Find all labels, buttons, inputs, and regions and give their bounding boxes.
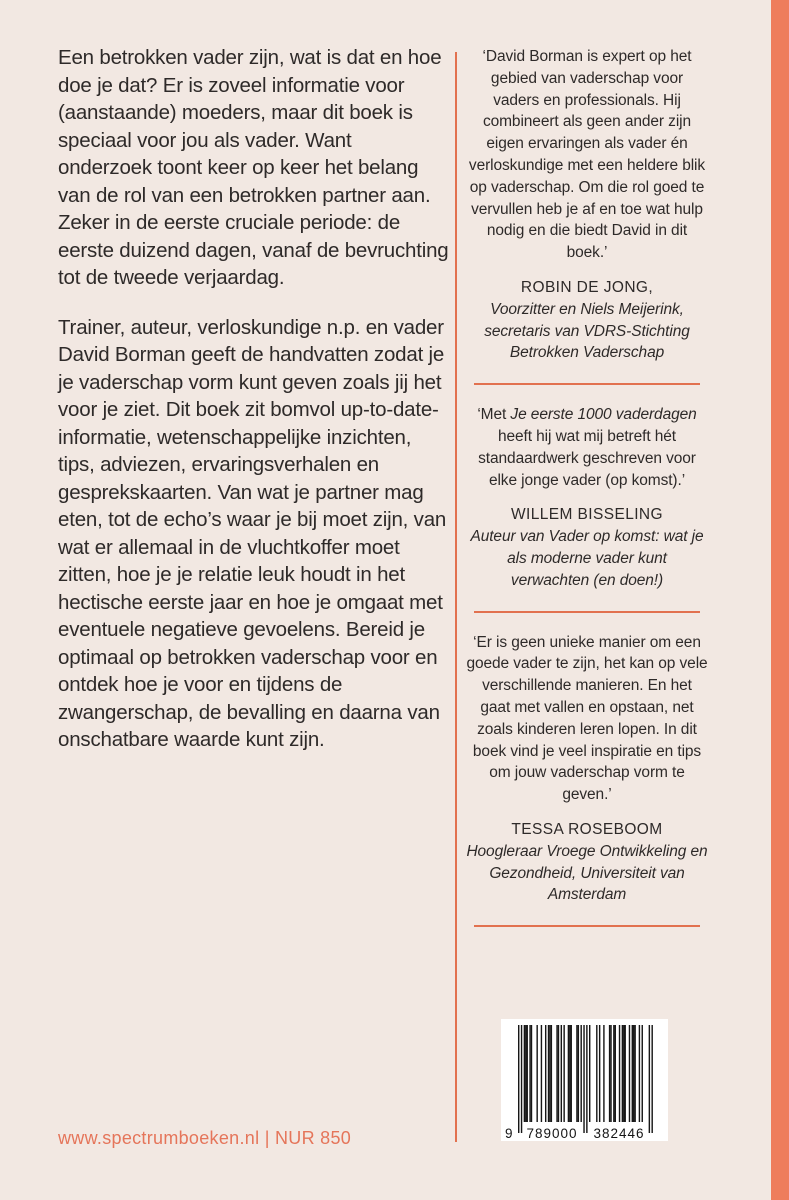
endorsement-attribution-role: Hoogleraar Vroege Ontwikkeling en Gezondheid, Universiteit van Amsterdam xyxy=(466,842,708,904)
svg-text:9: 9 xyxy=(505,1126,514,1141)
nur-code: NUR 850 xyxy=(274,1128,352,1148)
footer xyxy=(58,1128,351,1149)
endorsement-quote: ‘Met Je eerste 1000 vaderdagen heeft hij wat mij betreft hét standaardwerk geschreven voor elke jonge vader (op komst).’ xyxy=(477,406,697,489)
endorsement-attribution-role: Auteur van Vader op komst: wat je als moderne vader kunt verwachten (en doen!) xyxy=(470,528,704,589)
barcode-graphic xyxy=(501,1019,668,1141)
endorsement-attribution-name: TESSA ROSEBOOM xyxy=(511,820,663,838)
endorsement-attribution-name: WILLEM BISSELING xyxy=(511,506,663,524)
right-accent-bar xyxy=(771,0,789,1200)
blurb-column xyxy=(58,44,450,776)
blurb-paragraph-1: Een betrokken vader zijn, wat is dat en hoe doe je dat? Er is zoveel informatie voor (aanstaande) moeders, maar dit boek is speciaal voor jou als vader. Want onderzoek toont keer op keer het belang van de rol van een betrokken partner aan. Zeker in de eerste cruciale periode: de eerste duizend dagen, vanaf de bevruchting tot de tweede verjaardag. xyxy=(58,46,449,289)
section-divider-line xyxy=(474,611,700,613)
endorsement-attribution-role: Voorzitter en Niels Meijerink, secretaris van VDRS-Stichting Betrokken Vaderschap xyxy=(484,300,690,362)
endorsement-block xyxy=(466,404,708,612)
endorsements-column xyxy=(466,46,708,946)
endorsement-block xyxy=(466,46,708,385)
blurb-paragraph-2: Trainer, auteur, verloskundige n.p. en vader David Borman geeft de handvatten zodat je je vaderschap vorm kunt geven zoals jij het voor je ziet. Dit boek zit bomvol up-to-date-informatie, wetenschappelijke inzichten, tips, adviezen, ervaringsverhalen en gesprekskaarten. Van wat je partner mag eten, tot de echo’s waar je bij moet zijn, van wat er allemaal in de vluchtkoffer moet zitten, hoe je je relatie leuk houdt in het hectische eerste jaar en hoe je omgaat met eventuele negatieve gevoelens. Bereid je optimaal op betrokken vaderschap voor en ontdek hoe je voor en tijdens de zwangerschap, de bevalling en daarna van onschatbare waarde kunt zijn. xyxy=(58,315,447,751)
svg-text:382446: 382446 xyxy=(593,1126,645,1141)
endorsement-attribution-name: ROBIN DE JONG, xyxy=(520,278,654,296)
endorsement-quote: ‘Er is geen unieke manier om een goede vader te zijn, het kan op vele verschillende manieren. En het gaat met vallen en opstaan, net zoals kinderen leren lopen. In dit boek vind je veel inspiratie en tips om jouw vaderschap vorm te geven.’ xyxy=(466,633,708,804)
section-divider-line xyxy=(474,925,700,927)
column-divider-line xyxy=(455,52,457,1142)
svg-text:789000: 789000 xyxy=(526,1126,578,1141)
section-divider-line xyxy=(474,383,700,385)
barcode xyxy=(501,1019,668,1141)
endorsement-quote: ‘David Borman is expert op het gebied van vaderschap voor vaders en professionals. Hij combineert als geen ander zijn eigen ervaringen als vader én verloskundige met een heldere blik op vaderschap. Om die rol goed te vervullen heb je af en toe wat hulp nodig en die biedt David in dit boek.’ xyxy=(468,48,706,262)
footer-separator: | xyxy=(259,1128,275,1148)
endorsement-block xyxy=(466,632,708,928)
publisher-url: www.spectrumboeken.nl xyxy=(58,1128,260,1148)
